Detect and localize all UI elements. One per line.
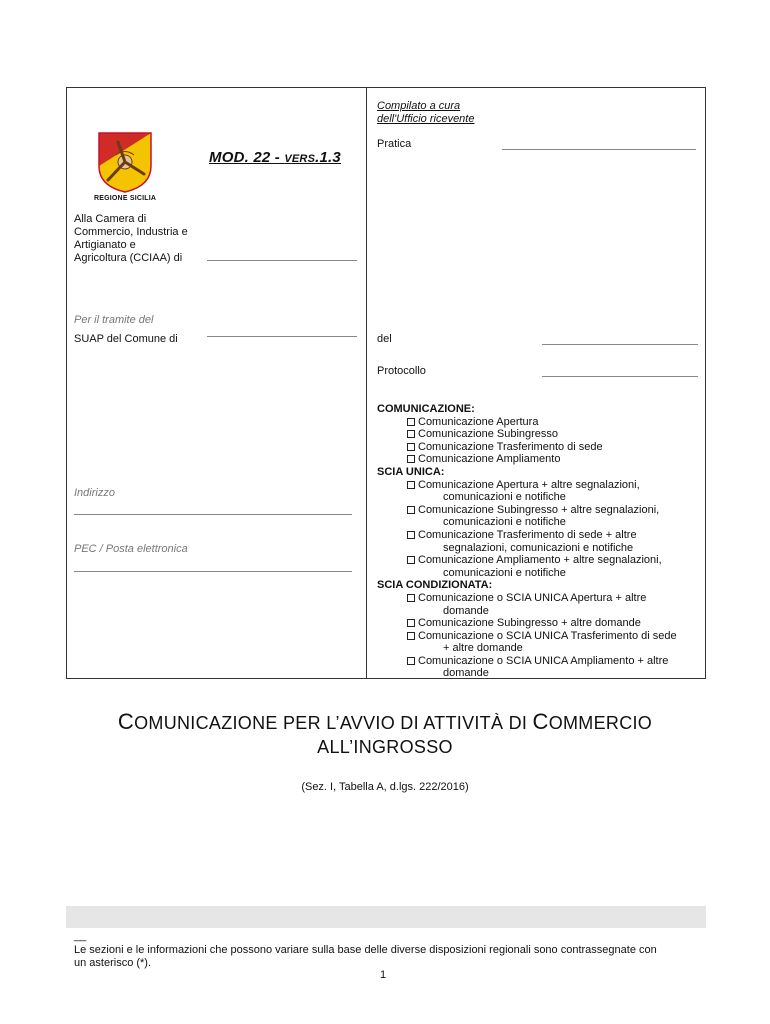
logo-caption: REGIONE SICILIA [94, 195, 157, 202]
options-list [377, 403, 702, 680]
indirizzo-field[interactable] [74, 514, 352, 515]
scia-condizionata-header: SCIA CONDIZIONATA: [377, 579, 493, 592]
suap-field[interactable] [207, 336, 357, 337]
footnote: Le sezioni e le informazioni che possono variare sulla base delle diverse disposizioni regionali sono contrassegnate con un asterisco (*). [74, 944, 657, 969]
option-cond-subingresso[interactable]: Comunicazione Subingresso + altre domande [377, 617, 702, 630]
suap-label: SUAP del Comune di [74, 333, 178, 345]
checkbox[interactable] [407, 506, 415, 514]
del-field[interactable] [542, 344, 698, 345]
regione-sicilia-logo-icon [96, 130, 154, 194]
model-version: MOD. 22 - VERS.1.3 [209, 149, 341, 166]
checkbox[interactable] [407, 619, 415, 627]
checkbox[interactable] [407, 443, 415, 451]
option-scia-apertura[interactable]: Comunicazione Apertura + altre segnalazioni, comunicazioni e notifiche [377, 479, 702, 504]
checkbox[interactable] [407, 556, 415, 564]
option-comunicazione-trasferimento[interactable]: Comunicazione Trasferimento di sede [377, 441, 702, 454]
cciaa-field[interactable] [207, 260, 357, 261]
option-cond-trasferimento[interactable]: Comunicazione o SCIA UNICA Trasferimento di sede + altre domande [377, 630, 702, 655]
protocollo-label: Protocollo [377, 365, 426, 377]
pec-label: PEC / Posta elettronica [74, 543, 188, 555]
pratica-label: Pratica [377, 138, 412, 150]
pec-field[interactable] [74, 571, 352, 572]
pratica-field[interactable] [502, 149, 696, 150]
protocollo-field[interactable] [542, 376, 698, 377]
option-cond-apertura[interactable]: Comunicazione o SCIA UNICA Apertura + altre domande [377, 592, 702, 617]
option-comunicazione-ampliamento[interactable]: Comunicazione Ampliamento [377, 453, 702, 466]
option-scia-ampliamento[interactable]: Comunicazione Ampliamento + altre segnalazioni, comunicazioni e notifiche [377, 554, 702, 579]
checkbox[interactable] [407, 481, 415, 489]
option-cond-ampliamento[interactable]: Comunicazione o SCIA UNICA Ampliamento + altre domande [377, 655, 702, 680]
checkbox[interactable] [407, 531, 415, 539]
indirizzo-label: Indirizzo [74, 487, 115, 499]
checkbox[interactable] [407, 632, 415, 640]
scia-unica-header: SCIA UNICA: [377, 465, 445, 478]
comunicazione-header: COMUNICAZIONE: [377, 403, 475, 415]
option-comunicazione-subingresso[interactable]: Comunicazione Subingresso [377, 428, 702, 441]
document-title: COMUNICAZIONE PER L’AVVIO DI ATTIVITÀ DI COMMERCIO ALL’INGROSSO [117, 709, 653, 757]
document-subtitle: (Sez. I, Tabella A, d.lgs. 222/2016) [301, 781, 469, 793]
footnote-mark: __ [74, 930, 87, 942]
checkbox[interactable] [407, 657, 415, 665]
checkbox[interactable] [407, 418, 415, 426]
del-label: del [377, 333, 392, 345]
checkbox[interactable] [407, 430, 415, 438]
option-scia-trasferimento[interactable]: Comunicazione Trasferimento di sede + altre segnalazioni, comunicazioni e notifiche [377, 529, 702, 554]
option-comunicazione-apertura[interactable]: Comunicazione Apertura [377, 416, 702, 429]
checkbox[interactable] [407, 455, 415, 463]
gray-bar [66, 906, 706, 928]
header-divider [366, 87, 367, 679]
compilato-label: Compilato a cura dell'Ufficio ricevente [377, 100, 475, 125]
option-scia-subingresso[interactable]: Comunicazione Subingresso + altre segnalazioni, comunicazioni e notifiche [377, 504, 702, 529]
page-number: 1 [379, 969, 387, 981]
tramite-label: Per il tramite del [74, 314, 154, 326]
cciaa-label: Alla Camera di Commercio, Industria e Artigianato e Agricoltura (CCIAA) di [74, 213, 188, 264]
checkbox[interactable] [407, 594, 415, 602]
